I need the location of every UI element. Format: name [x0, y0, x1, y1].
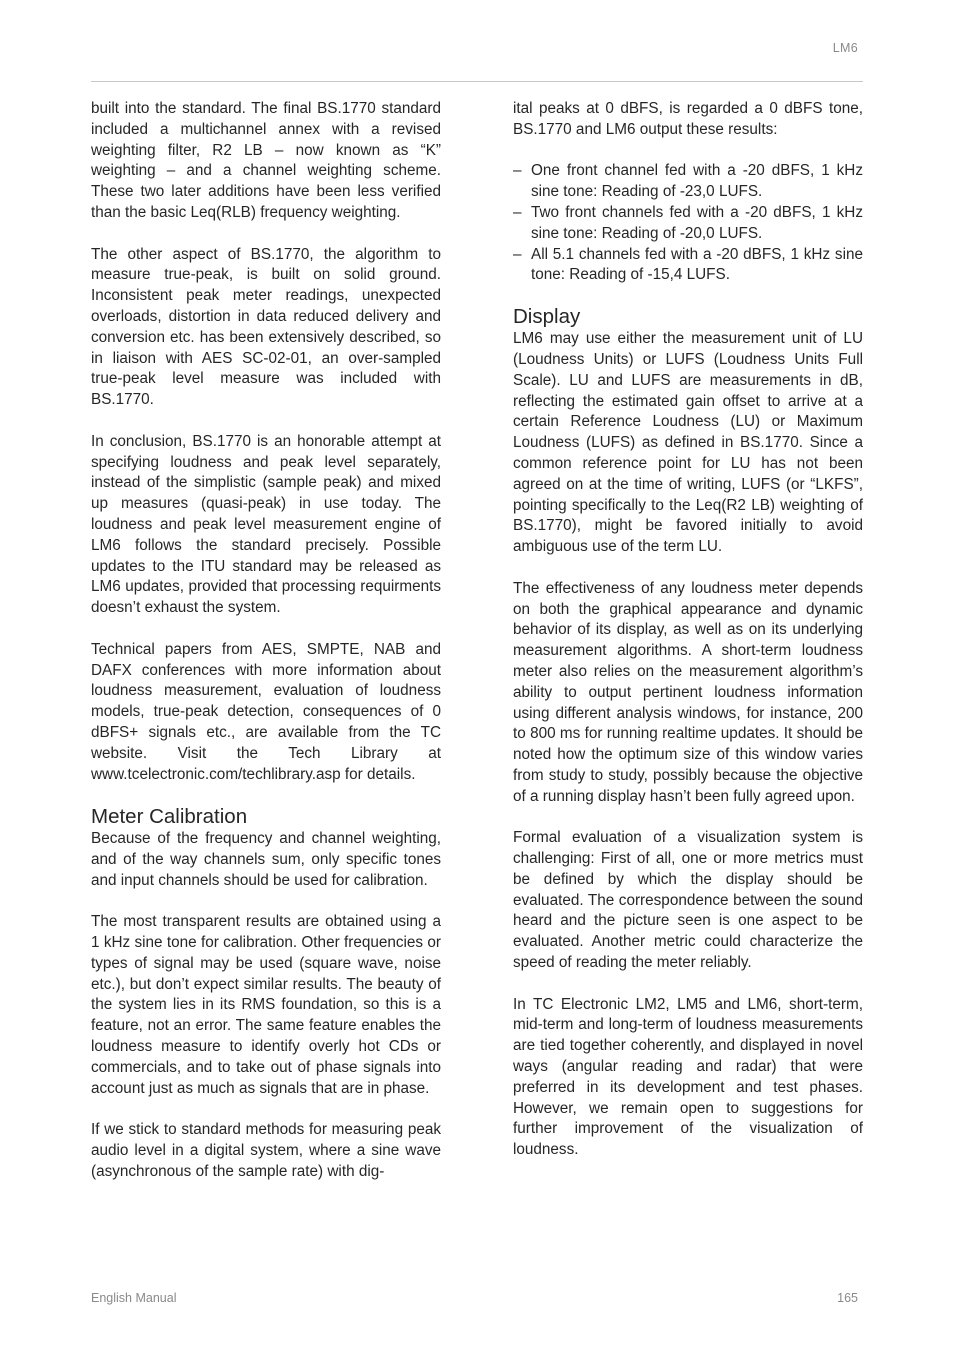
dash-bullet: –: [513, 162, 522, 180]
header-divider: [91, 81, 863, 82]
paragraph: Because of the frequency and channel weighting, and of the way channels sum, only specific tones and input channels should be used for calibration.: [91, 830, 441, 889]
results-list: [513, 161, 863, 286]
paragraph: Technical papers from AES, SMPTE, NAB and DAFX conferences with more information about loudness measurement, evaluation of loudness models, true-peak detection, consequences of 0 dBFS+ signals etc., are available from the TC website. Visit the Tech Library at www.tcelectronic.com/techlibrary.asp for details.: [91, 640, 441, 783]
list-item: [513, 161, 863, 203]
paragraph: If we stick to standard methods for measuring peak audio level in a digital system, where a sine wave (asynchronous of the sample rate) with dig-: [91, 1121, 441, 1180]
section-heading-meter-calibration: Meter Calibration: [91, 805, 248, 829]
paragraph: The effectiveness of any loudness meter depends on both the graphical appearance and dynamic behavior of its display, as well as on its underlying measurement algorithms. A short-term loudness meter also relies on the measurement algorithm’s ability to output pertinent loudness information using different analysis windows, for instance, 200 to 800 ms for running realtime updates. It should be noted how the optimum size of this window varies from study to study, possibly because the objective of a running display hasn’t been fully agreed upon.: [513, 579, 863, 805]
paragraph: built into the standard. The final BS.1770 standard included a multichannel annex with a revised weighting filter, R2 LB – now known as “K” weighting – and a channel weighting scheme. These two later additions have been less verified than the basic Leq(RLB) frequency weighting.: [91, 100, 441, 221]
right-column: [513, 99, 863, 1161]
paragraph: LM6 may use either the measurement unit of LU (Loudness Units) or LUFS (Loudness Units Full Scale). LU and LUFS are measurements in dB, reflecting the estimated gain offset to arrive at a certain Reference Loudness (LU) or Maximum Loudness (LUFS) as defined in BS.1770. Since a common reference point for LU has not been agreed on at the time of writing, LUFS (or “LKFS”, pointing specifically to the Leq(R2 LB) weighting of BS.1770), might be favored initially to avoid ambiguous use of the term LU.: [513, 330, 863, 556]
page-number: 165: [837, 1291, 858, 1305]
list-item: [513, 203, 863, 245]
paragraph: The other aspect of BS.1770, the algorithm to measure true-peak, is built on solid ground. Inconsistent peak meter readings, unexpected overloads, distortion in data reduced delivery and conversion etc. has been extensively described, so in liaison with AES SC-02-01, an over-sampled true-peak level measure was included with BS.1770.: [91, 245, 441, 409]
section-heading-display: Display: [513, 305, 581, 329]
list-item: [513, 245, 863, 287]
list-item-text: Two front channels fed with a -20 dBFS, 1 kHz sine tone: Reading of -20,0 LUFS.: [531, 203, 863, 242]
list-item-text: One front channel fed with a -20 dBFS, 1 kHz sine tone: Reading of -23,0 LUFS.: [531, 162, 863, 201]
footer-manual-title: English Manual: [91, 1291, 177, 1305]
running-header: LM6: [832, 41, 858, 55]
list-item-text: All 5.1 channels fed with a -20 dBFS, 1 kHz sine tone: Reading of -15,4 LUFS.: [531, 245, 863, 284]
left-column: [91, 99, 441, 1183]
paragraph: Formal evaluation of a visualization system is challenging: First of all, one or more metrics must be defined by which the display should be evaluated. The correspondence between the sound heard and the picture seen is one aspect to be evaluated. Another metric could characterize the speed of reading the meter reliably.: [513, 829, 863, 972]
dash-bullet: –: [513, 203, 522, 221]
paragraph: In conclusion, BS.1770 is an honorable attempt at specifying loudness and peak level separately, instead of the simplistic (sample peak) and mixed up measures (quasi-peak) in use today. The loudness and peak level measurement engine of LM6 follows the standard precisely. Possible updates to the ITU standard may be released as LM6 updates, provided that processing requirments doesn’t exhaust the system.: [91, 432, 441, 617]
paragraph: In TC Electronic LM2, LM5 and LM6, short-term, mid-term and long-term of loudness measurements are tied together coherently, and displayed in novel ways (angular reading and radar) that were preferred in its development and test phases. However, we remain open to suggestions for further improvement of the visualization of loudness.: [513, 995, 863, 1159]
paragraph: The most transparent results are obtained using a 1 kHz sine tone for calibration. Other frequencies or types of signal may be used (square wave, noise etc.), but don’t expect similar results. The beauty of the system lies in its RMS foundation, so this is a feature, not an error. The same feature enables the loudness measure to identify overly hot CDs or commercials, and to take out of phase signals into account just as much as signals that are in phase.: [91, 913, 441, 1097]
dash-bullet: –: [513, 245, 522, 263]
paragraph: ital peaks at 0 dBFS, is regarded a 0 dBFS tone, BS.1770 and LM6 output these results:: [513, 100, 863, 138]
